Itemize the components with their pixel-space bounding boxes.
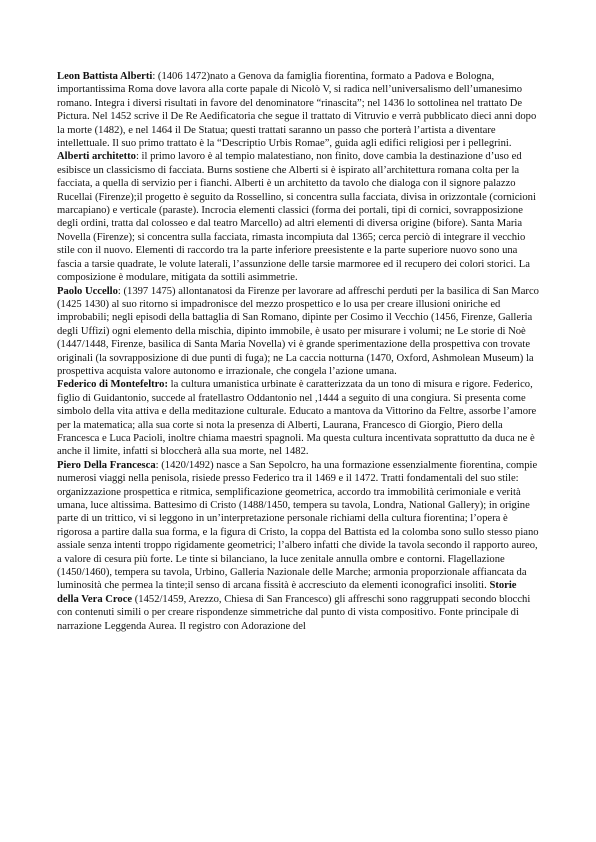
paragraph-text: la cultura umanistica urbinate è caratterizzata da un tono di misura e rigore. Federico, figlio di Guidantonio, succede al fratellastro Oddantonio nel ,1444 a seguito di una congiura. Si presenta come simbolo della vita attiva e della meditazione culturale. Educato a mantova da Vittorino da Feltre, assorbe l’amore per la matematica; alla sua corte si nota la presenza di Alberti, Laurana, Francesco di Giorgio, Piero della Francesca e Luca Pacioli, inoltre chiama maestri spagnoli. Ma questa cultura incentivata soprattutto da duca ne è anche il limite, infatti si bloccherà alla sua morte, nel 1482. — [57, 379, 537, 458]
paragraph-text: : (1397 1475) allontanatosi da Firenze per lavorare ad affreschi perduti per la basilica di San Marco (1425 1430) al suo ritorno si impadronisce del mezzo prospettico e lo usa per creare illusioni oniriche ed improbabili; negli episodi della battaglia di San Romano, dipinte per Cosimo il Vecchio (1456, Firenze, Galleria degli Uffizi) ogni elemento della mischia, dipinto immobile, è usato per misurare i volumi; ne Le storie di Noè (1447/1448, Firenze, basilica di Santa Maria Novella) vi è grande sperimentazione della prospettiva con trovate originali (la sovrapposizione di due punti di fuga); ne La caccia notturna (1470, Oxford, Ashmolean Museum) la prospettiva acquista valore autonomo e irrazionale, che congela l’azione umana. — [57, 285, 539, 377]
paragraph-text: : (1406 1472)nato a Genova da famiglia fiorentina, formato a Padova e Bologna, importantissima Roma dove lavora alla corte papale di Nicolò V, si radica nell’universalismo dell’umanesimo romano. Integra i diversi risultati in favore del denominatore “rinascita”; nel 1436 lo sottolinea nel trattato De Pictura. Nel 1452 scrive il De Re Aedificatoria che segue il trattato di Vitruvio e verrà pubblicato dieci anni dopo la morte (1482), e nel 1464 il De Statua; questi trattati saranno un passo che porterà l’artista a diventare intellettuale. Il suo primo trattato è la “Descriptio Urbis Romae”, guida agli edifici religiosi per i pellegrini. — [57, 71, 537, 150]
paragraph-text: : (1420/1492) nasce a San Sepolcro, ha una formazione essenzialmente fiorentina, compie numerosi viaggi nella penisola, risiede presso Federico tra il 1469 e il 1472. Tratti fondamentali del suo stile: organizzazione prospettica e ritmica, semplificazione geometrica, accordo tra immobilità cerimoniale e verità umana, luce altissima. Battesimo di Cristo (1488/1450, tempera su tavola, Londra, National Gallery); in origine parte di un trittico, vi si leggono in un’interpretazione personale richiami della cultura fiorentina; l’opera è rigorosa a partire dalla sua forma, e la figura di Cristo, la coppa del Battista ed la colomba sono sullo stesso piano assiale senza intenti troppo rigidamente geometrici; l’albero infatti che divide la tavola secondo il rapporto aureo, a valore di cesura più forte. Le tinte si bilanciano, la luce zenitale annulla ombre e contorni. Flagellazione (1450/1460), tempera su tavola, Urbino, Galleria Nazionale delle Marche; armonia proporzionale affiancata da luminosità che permea la tinte;il senso di arcana fissità è accresciuto da elementi iconografici insoliti. — [57, 459, 539, 592]
paragraph-alberti — [57, 70, 539, 150]
inline-heading-storie-della-vera-croce: Storie della Vera Croce — [57, 580, 517, 605]
paragraph-text-continued: (1452/1459, Arezzo, Chiesa di San Francesco) gli affreschi sono raggruppati secondo blocchi con contenuti simili o per creare rispondenze simmetriche dal punto di vista compositivo. Fonte principale di narrazione Leggenda Aurea. Il registro con Adorazione del — [57, 593, 531, 632]
heading-alberti-architetto: Alberti architetto — [57, 151, 136, 163]
heading-leon-battista-alberti: Leon Battista Alberti — [57, 71, 153, 82]
paragraph-federico-di-montefeltro — [57, 378, 539, 458]
paragraph-paolo-uccello — [57, 285, 539, 379]
heading-federico-di-montefeltro: Federico di Montefeltro: — [57, 379, 168, 391]
heading-paolo-uccello: Paolo Uccello — [57, 285, 118, 297]
document-body — [57, 70, 539, 633]
paragraph-text: : il primo lavoro è al tempio malatestiano, non finito, dove cambia la destinazione d’uso ed esibisce un classicismo di facciata. Burns sostiene che Alberti si è ispirato all’architettura romana colta per la facciata, a quella di servizio per i fianchi. Alberti è un architetto da tavolo che dialoga con il signore palazzo Rucellai (Firenze);il progetto è seguito da Rossellino, si concentra sulla facciata, divisa in orizzontale (cornicioni marcapiano) e verticale (paraste). Incrocia elementi classici (forma dei portali, tipi di cornici, sovrapposizione degli ordini, tratta dal colosseo e dal teatro Marcello) ad altri elementi di diversa origine (bifore). Santa Maria Novella (Firenze); si concentra sulla facciata, rimasta incompiuta dal 1365; cerca perciò di integrare il vecchio stile con il nuovo. Elementi di raccordo tra la parte inferiore preesistente e la parte superiore nuovo sono una fascia a tarsie quadrate, le volute laterali, l’assunzione delle tarsie marmoree ed il recupero dei colori storici. La composizione è modulare, mitigata da sottili asimmetrie. — [57, 151, 536, 284]
paragraph-alberti-architetto — [57, 150, 539, 284]
heading-piero-della-francesca: Piero Della Francesca — [57, 459, 156, 471]
paragraph-piero-della-francesca — [57, 459, 539, 633]
